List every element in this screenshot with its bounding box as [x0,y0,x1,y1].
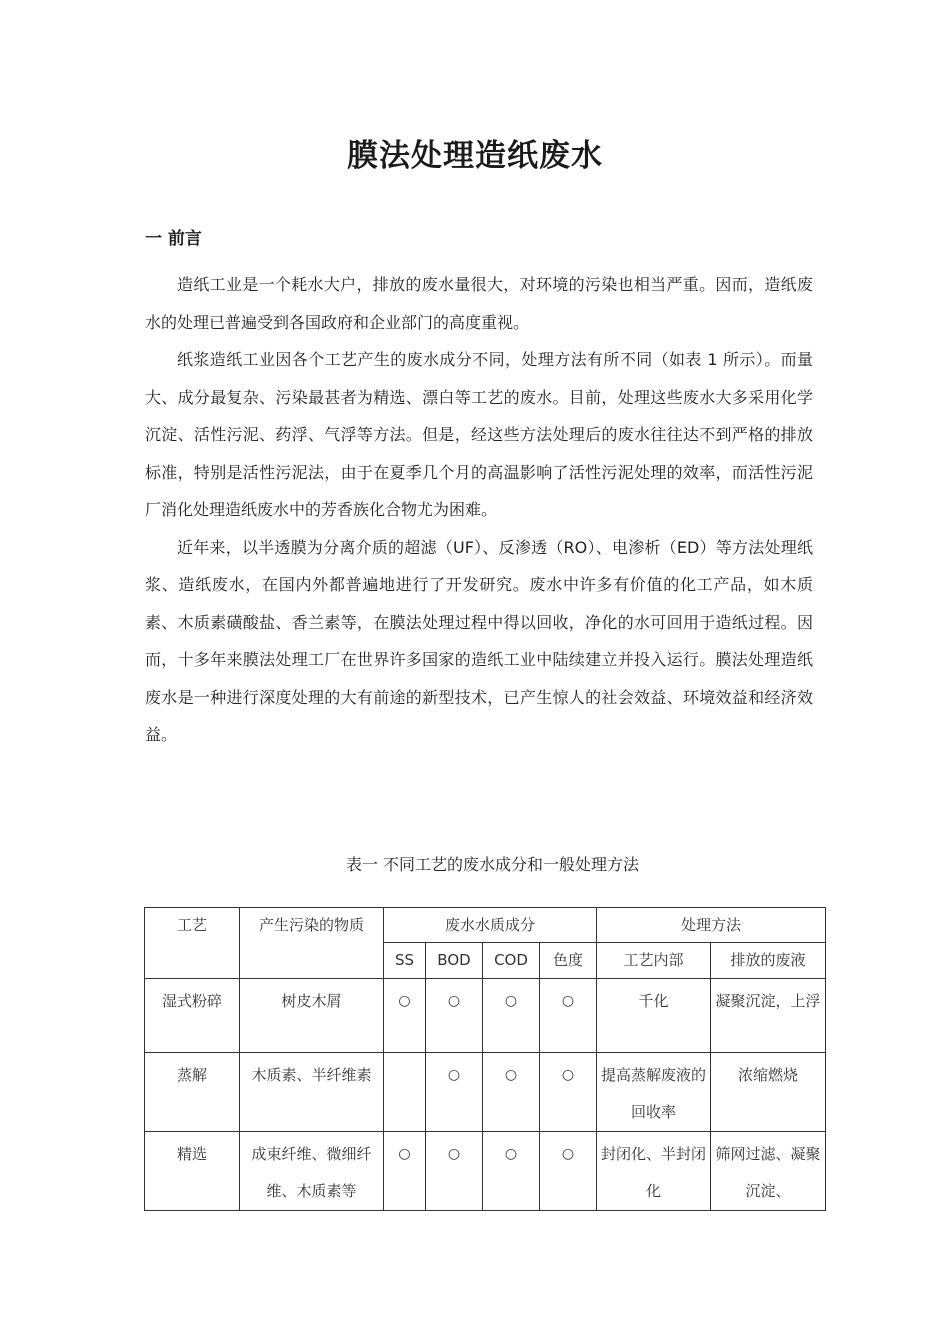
header-process: 工艺 [145,908,240,979]
table-caption: 表一 不同工艺的废水成分和一般处理方法 [345,855,640,874]
document-body [145,266,813,754]
cell-bod: ○ [426,1132,483,1211]
cell-process: 蒸解 [145,1053,240,1132]
cell-pollutant: 成束纤维、微细纤维、木质素等 [240,1132,384,1211]
wastewater-table [144,907,826,1211]
cell-bod: ○ [426,979,483,1053]
header-bod: BOD [426,943,483,979]
cell-color: ○ [540,1053,597,1132]
document-title: 膜法处理造纸废水 [347,138,603,174]
table-row [145,979,826,1053]
table-header-row [145,908,826,943]
header-ss: SS [384,943,426,979]
cell-cod: ○ [483,1053,540,1132]
header-internal: 工艺内部 [597,943,711,979]
cell-pollutant: 木质素、半纤维素 [240,1053,384,1132]
cell-process: 湿式粉碎 [145,979,240,1053]
paragraph: 纸浆造纸工业因各个工艺产生的废水成分不同，处理方法有所不同（如表 1 所示）。而量大、成分最复杂、污染最甚者为精选、漂白等工艺的废水。目前，处理这些废水大多采用化学沉淀、活性污泥、药浮、气浮等方法。但是，经这些方法处理后的废水往往达不到严格的排放标准，特别是活性污泥法，由于在夏季几个月的高温影响了活性污泥处理的效率，而活性污泥厂消化处理造纸废水中的芳香族化合物尤为困难。 [145,350,813,519]
header-method: 处理方法 [597,908,826,943]
cell-discharge: 筛网过滤、凝聚沉淀、 [711,1132,826,1211]
header-pollutant: 产生污染的物质 [240,908,384,979]
header-discharge: 排放的废液 [711,943,826,979]
cell-discharge: 浓缩燃烧 [711,1053,826,1132]
header-color: 色度 [540,943,597,979]
cell-color: ○ [540,979,597,1053]
cell-internal: 封闭化、半封闭化 [597,1132,711,1211]
cell-bod: ○ [426,1053,483,1132]
cell-ss: ○ [384,979,426,1053]
paragraph: 近年来，以半透膜为分离介质的超滤（UF）、反渗透（RO）、电渗析（ED）等方法处理纸浆、造纸废水，在国内外都普遍地进行了开发研究。废水中许多有价值的化工产品，如木质素、木质素磺酸盐、香兰素等，在膜法处理过程中得以回收，净化的水可回用于造纸过程。因而，十多年来膜法处理工厂在世界许多国家的造纸工业中陆续建立并投入运行。膜法处理造纸废水是一种进行深度处理的大有前途的新型技术，已产生惊人的社会效益、环境效益和经济效益。 [145,537,813,744]
cell-color: ○ [540,1132,597,1211]
header-composition: 废水水质成分 [384,908,597,943]
paragraph: 造纸工业是一个耗水大户，排放的废水量很大，对环境的污染也相当严重。因而，造纸废水的处理已普遍受到各国政府和企业部门的高度重视。 [145,275,813,332]
cell-internal: 千化 [597,979,711,1053]
section-heading: 一 前言 [145,229,202,249]
cell-process: 精选 [145,1132,240,1211]
table-row [145,1132,826,1211]
cell-cod: ○ [483,979,540,1053]
table-row [145,1053,826,1132]
cell-pollutant: 树皮木屑 [240,979,384,1053]
header-cod: COD [483,943,540,979]
cell-internal: 提高蒸解废液的回收率 [597,1053,711,1132]
cell-ss [384,1053,426,1132]
cell-ss: ○ [384,1132,426,1211]
cell-discharge: 凝聚沉淀，上浮 [711,979,826,1053]
cell-cod: ○ [483,1132,540,1211]
